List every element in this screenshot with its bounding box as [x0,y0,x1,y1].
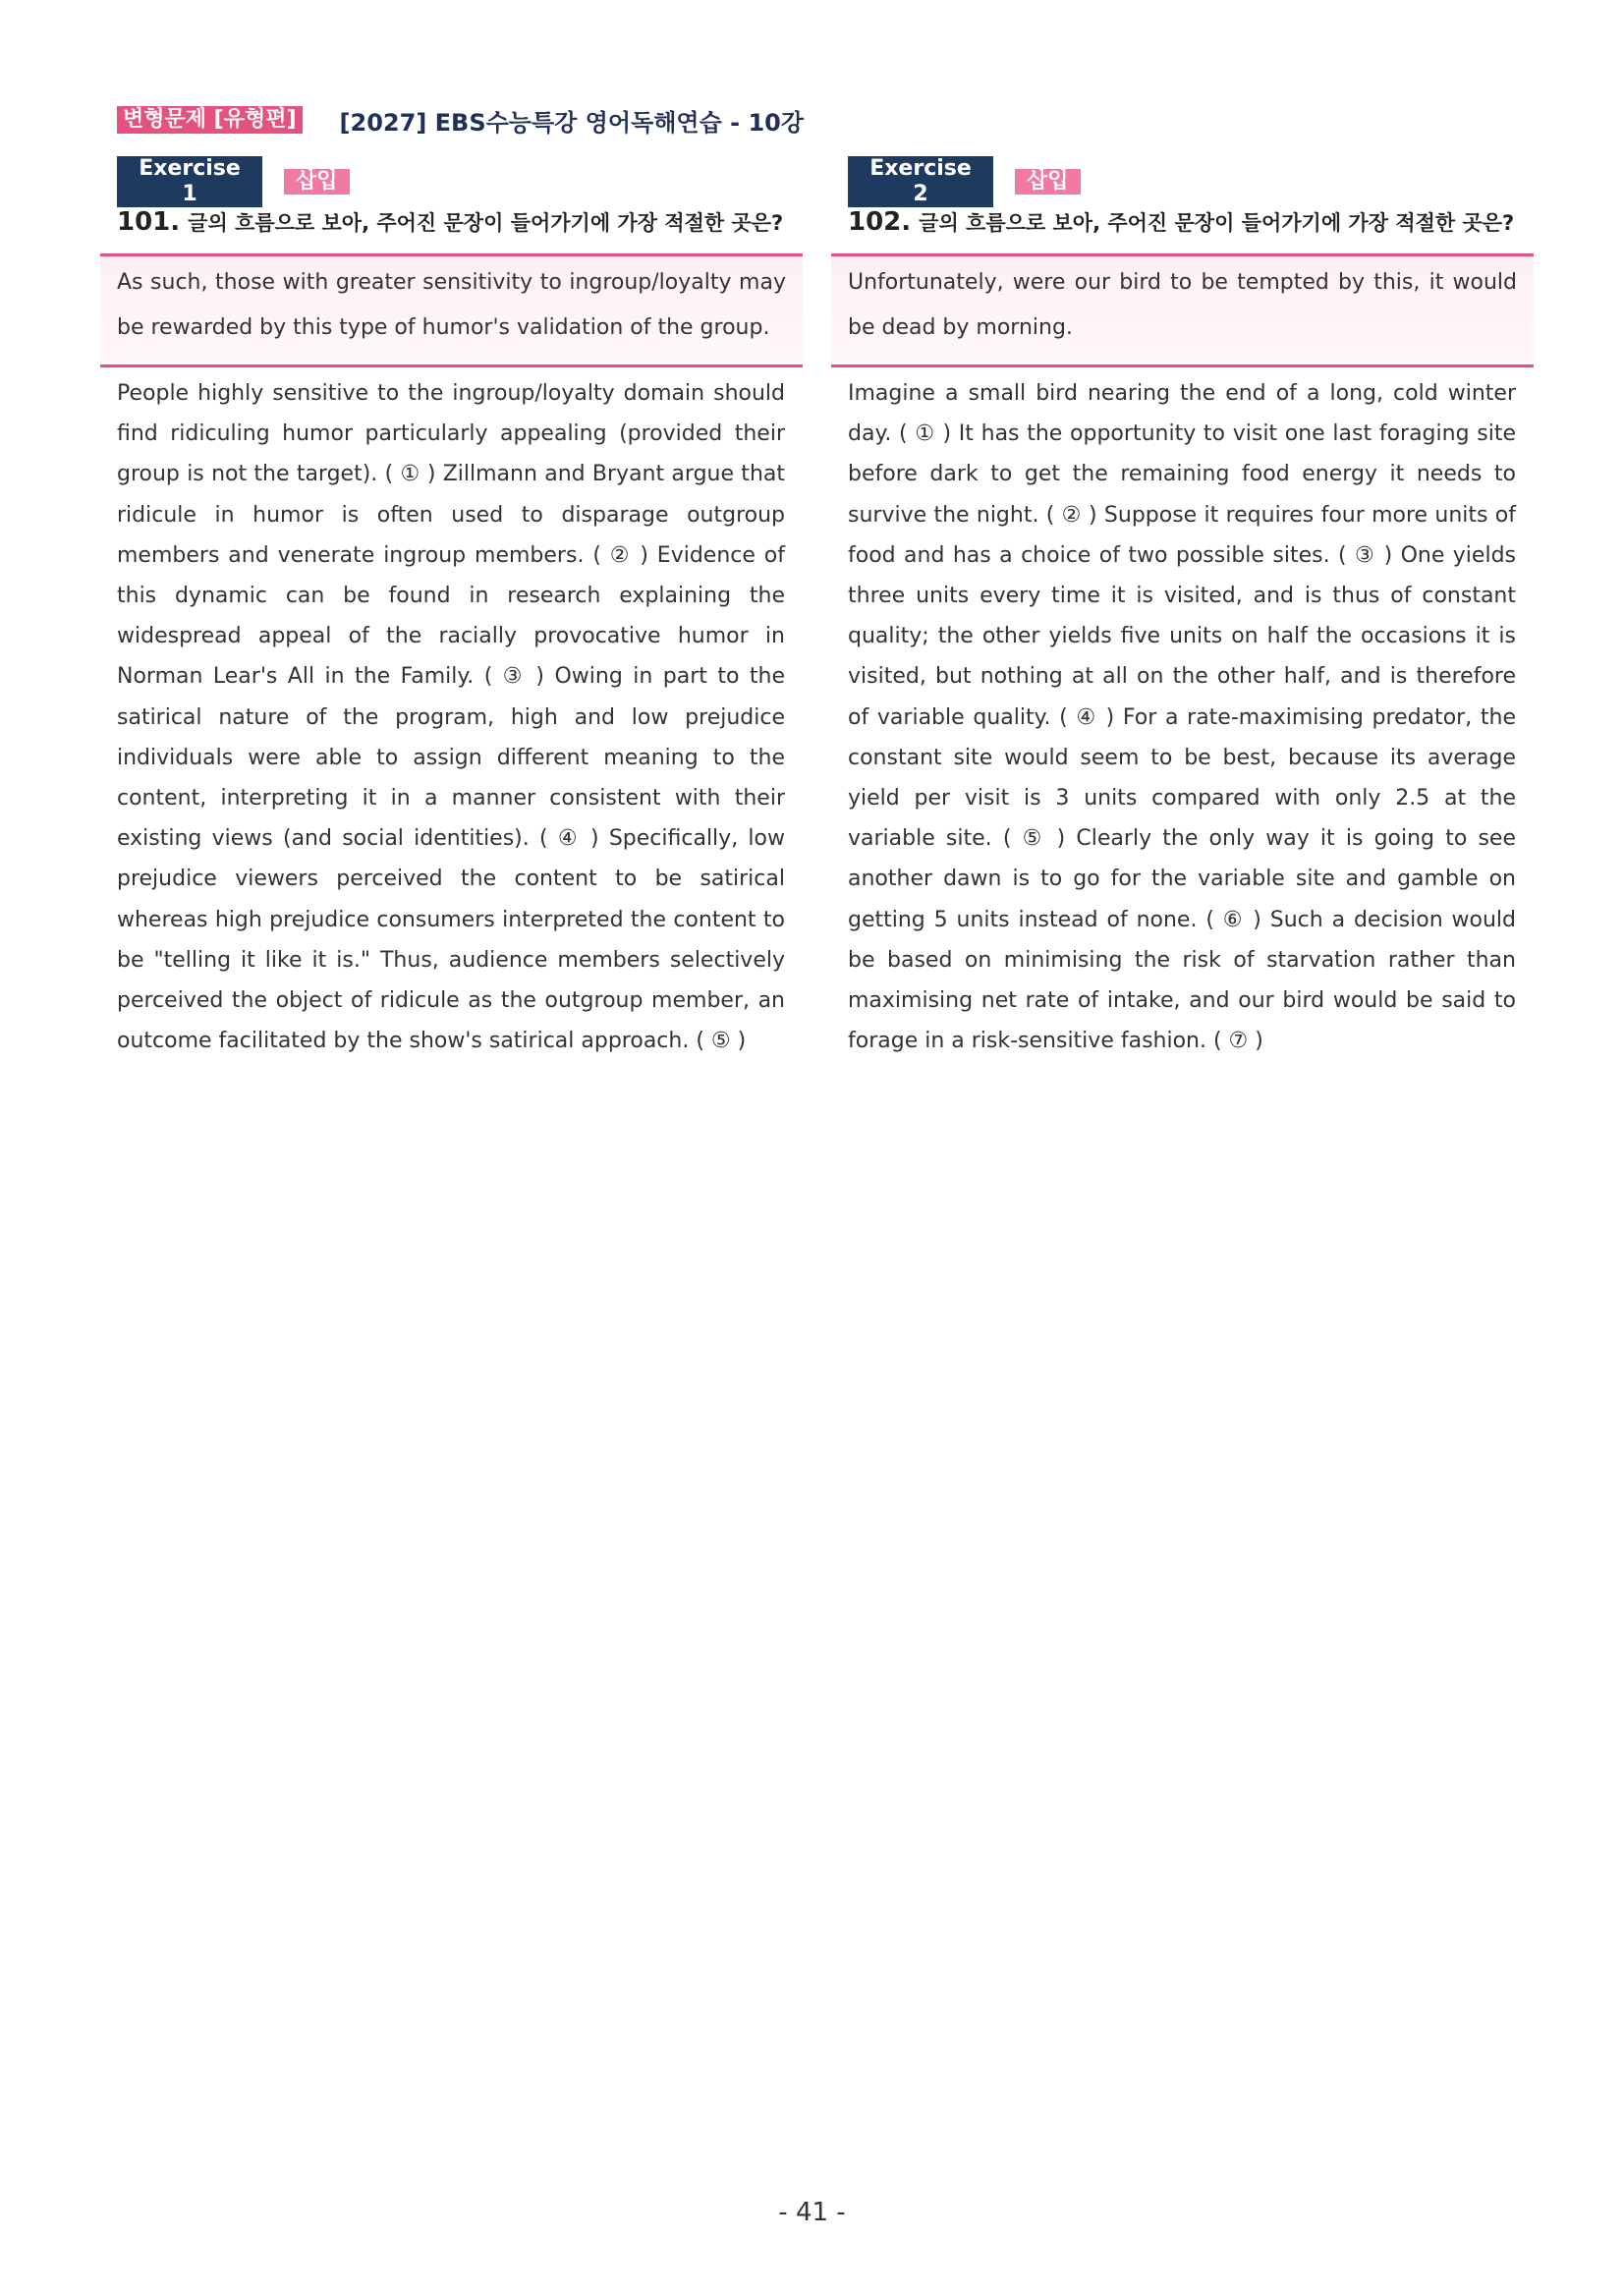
exercise-1-question [117,204,785,242]
exercise-1-passage: People highly sensitive to the ingroup/loyalty domain should find ridiculing humor particularly appealing (provided their group is not the target). ( ① ) Zillmann and Bryant argue that ridicule in humor is often used to disparage outgroup members and venerate ingroup members. ( ② ) Evidence of this dynamic can be found in research explaining the widespread appeal of the racially provocative humor in Norman Lear's All in the Family. ( ③ ) Owing in part to the satirical nature of the program, high and low prejudice individuals were able to assign different meaning to the content, interpreting it in a manner consistent with their existing views (and social identities). ( ④ ) Specifically, low prejudice viewers perceived the content to be satirical whereas high prejudice consumers interpreted the content to be "telling it like it is." Thus, audience members selectively perceived the object of ridicule as the outgroup member, an outcome facilitated by the show's satirical approach. ( ⑤ ) [117,381,785,1054]
exercise-1-column [100,156,803,1061]
exercise-2-type-badge: 삽입 [1015,169,1081,195]
exercise-2-given-sentence: Unfortunately, were our bird to be tempted by this, it would be dead by morning. [831,253,1534,367]
exercise-2-passage: Imagine a small bird nearing the end of a long, cold winter day. ( ① ) It has the opportunity to visit one last foraging site before dark to get the remaining food energy it needs to survive the night. ( ② ) Suppose it requires four more units of food and has a choice of two possible sites. ( ③ ) One yields three units every time it is visited, and is thus of constant quality; the other yields five units on half the occasions it is visited, but nothing at all on the other half, and is therefore of variable quality. ( ④ ) For a rate-maximising predator, the constant site would seem to be best, because its average yield per visit is 3 units compared with only 2.5 at the variable site. ( ⑤ ) Clearly the only way it is going to see another dawn is to go for the variable site and gamble on getting 5 units instead of none. ( ⑥ ) Such a decision would be based on minimising the risk of starvation rather than maximising net rate of intake, and our bird would be said to forage in a risk-sensitive fashion. ( ⑦ ) [848,381,1516,1054]
page-number: - 41 - [778,2198,846,2227]
series-tag: 변형문제 [유형편] [117,106,303,134]
page-header [117,106,805,137]
exercise-1-question-text: 글의 흐름으로 보아, 주어진 문장이 들어가기에 가장 적절한 곳은? [188,211,784,235]
exercise-2-number: 102. [848,207,912,237]
exercise-2-column [831,156,1534,1061]
exercise-1-number: 101. [117,207,181,237]
exercise-2-heading [848,156,1534,206]
exercise-1-given-sentence: As such, those with greater sensitivity to ingroup/loyalty may be rewarded by this type of humor's validation of the group. [100,253,803,367]
exercise-2-question [848,204,1516,242]
exercise-1-type-badge: 삽입 [284,169,350,195]
exercise-2-question-text: 글의 흐름으로 보아, 주어진 문장이 들어가기에 가장 적절한 곳은? [919,211,1515,235]
exercise-1-heading [117,156,803,206]
exercise-2-label: Exercise 2 [848,156,993,207]
book-title: [2027] EBS수능특강 영어독해연습 - 10강 [339,108,805,137]
exercise-1-label: Exercise 1 [117,156,262,207]
